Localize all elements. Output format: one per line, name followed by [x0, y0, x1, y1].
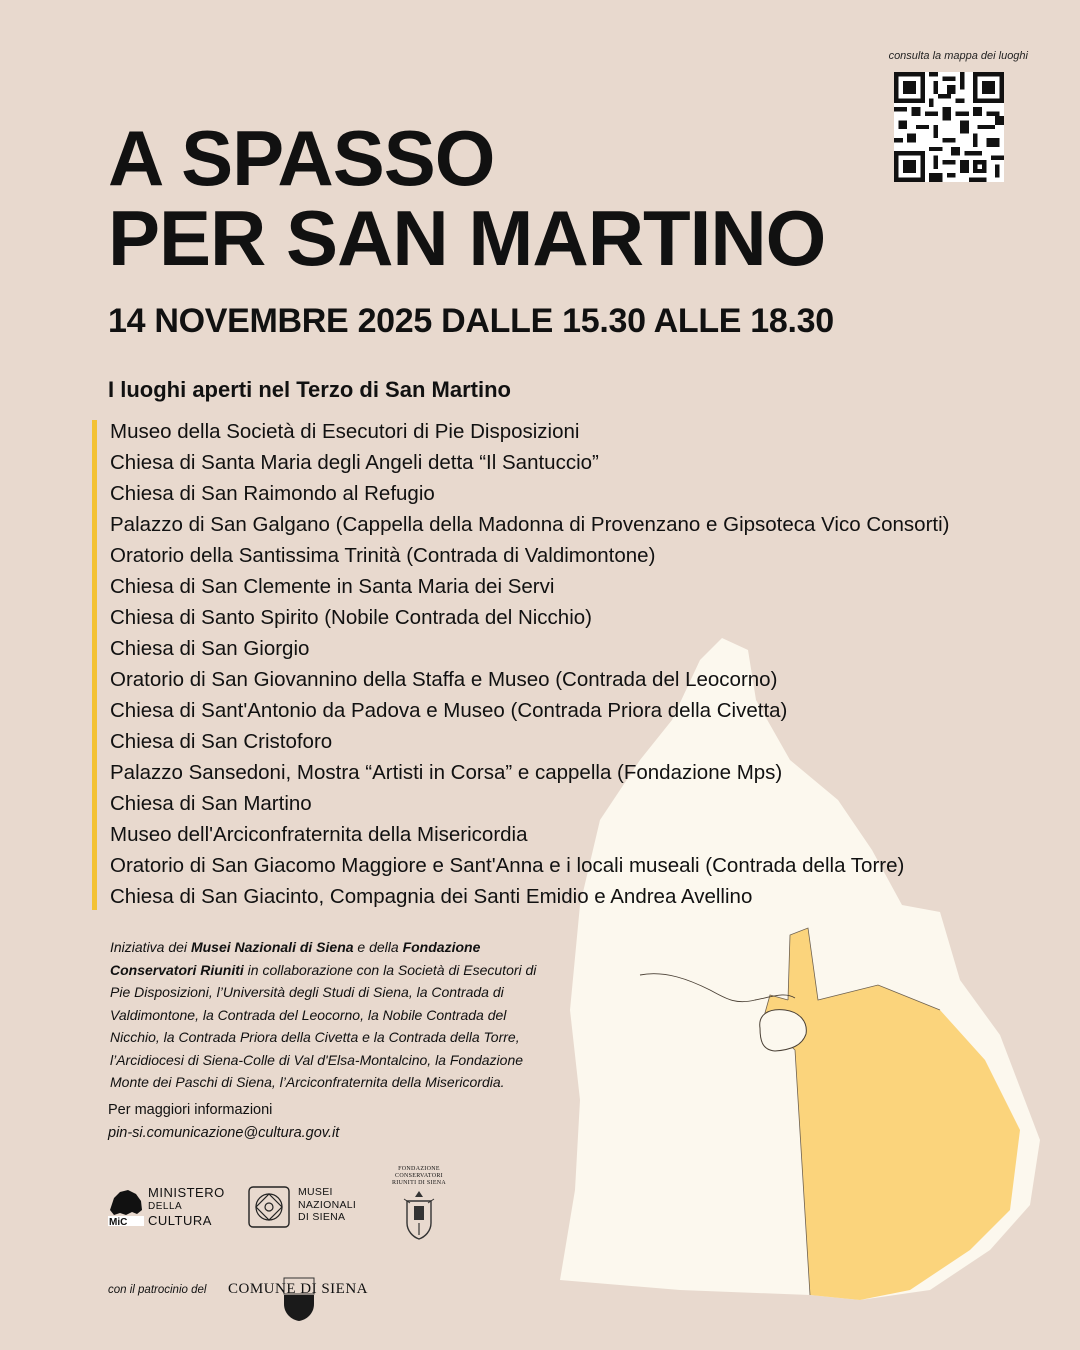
list-heading: I luoghi aperti nel Terzo di San Martino	[108, 377, 511, 402]
accent-bar	[92, 420, 97, 910]
initiative-rest: in collaborazione con la Società di Esecutori di Pie Disposizioni, l’Università degli Studi di Siena, la Contrada di Valdimontone, la Contrada del Leocorno, la Nobile Contrada del Nicchio, la Contrada Priora della Civetta e la Contrada della Torre, l’Arcidiocesi di Siena-Colle di Val d'Elsa-Montalcino, la Fondazione Monte dei Paschi di Siena, l’Arciconfraternita della Misericordia.	[110, 961, 537, 1090]
mic-emblem-icon	[108, 1188, 144, 1226]
musei-nazionali-logo	[248, 1186, 378, 1230]
title-line-1: A SPASSO	[108, 114, 495, 202]
comune-di-siena-logo	[228, 1276, 378, 1324]
qr-code-icon[interactable]	[894, 72, 1004, 182]
crest-icon	[401, 1189, 437, 1241]
list-item: Chiesa di Santo Spirito (Nobile Contrada del Nicchio)	[110, 606, 592, 629]
musei-emblem-icon	[248, 1186, 290, 1228]
list-item: Museo della Società di Esecutori di Pie Disposizioni	[110, 420, 580, 443]
list-item: Chiesa di Santa Maria degli Angeli detta “Il Santuccio”	[110, 451, 599, 474]
list-item: Oratorio di San Giovannino della Staffa e Museo (Contrada del Leocorno)	[110, 668, 778, 691]
qr-caption: consulta la mappa dei luoghi	[888, 50, 1028, 62]
initiative-org-2: Fondazione Conservatori Riuniti	[110, 939, 481, 978]
musei-line-3: DI SIENA	[298, 1211, 346, 1223]
fondazione-line-2: CONSERVATORI	[395, 1173, 443, 1179]
list-item: Oratorio della Santissima Trinità (Contrada di Valdimontone)	[110, 544, 656, 567]
fondazione-conservatori-logo	[388, 1166, 450, 1248]
list-item: Chiesa di San Raimondo al Refugio	[110, 482, 435, 505]
page-title	[108, 114, 826, 282]
list-item: Oratorio di San Giacomo Maggiore e Sant'Anna e i locali museali (Contrada della Torre)	[110, 854, 905, 877]
initiative-intro: Iniziativa dei	[110, 939, 191, 955]
info-email-link[interactable]: pin-si.comunicazione@cultura.gov.it	[108, 1125, 340, 1141]
list-item: Chiesa di San Martino	[110, 792, 312, 815]
list-item: Chiesa di San Clemente in Santa Maria dei Servi	[110, 575, 555, 598]
ministero-line-2: DELLA	[148, 1201, 183, 1212]
ministero-line-1: MINISTERO	[148, 1185, 225, 1200]
list-item: Chiesa di Sant'Antonio da Padova e Museo (Contrada Priora della Civetta)	[110, 699, 788, 722]
patronage-label: con il patrocinio del	[108, 1284, 207, 1296]
ministero-cultura-logo	[108, 1186, 238, 1230]
ministero-text	[148, 1186, 225, 1228]
ministero-line-3: CULTURA	[148, 1213, 212, 1228]
musei-text	[298, 1186, 356, 1224]
initiative-text	[110, 936, 550, 1094]
list-item: Chiesa di San Giorgio	[110, 637, 310, 660]
musei-line-2: NAZIONALI	[298, 1198, 357, 1211]
list-item: Chiesa di San Giacinto, Compagnia dei Santi Emidio e Andrea Avellino	[110, 885, 753, 908]
title-line-2: PER SAN MARTINO	[108, 194, 826, 282]
fondazione-line-1: FONDAZIONE	[398, 1166, 440, 1172]
info-label: Per maggiori informazioni	[108, 1102, 273, 1118]
event-date: 14 NOVEMBRE 2025 DALLE 15.30 ALLE 18.30	[108, 302, 834, 340]
places-list	[110, 416, 950, 912]
musei-line-1: MUSEI	[298, 1186, 333, 1198]
comune-text: COMUNE DI SIENA	[228, 1281, 368, 1297]
mic-mark-text: MiC	[109, 1217, 128, 1226]
list-item: Museo dell'Arciconfraternita della Misericordia	[110, 823, 528, 846]
initiative-org-1: Musei Nazionali di Siena	[190, 939, 354, 955]
list-item: Palazzo Sansedoni, Mostra “Artisti in Corsa” e cappella (Fondazione Mps)	[110, 761, 783, 784]
initiative-mid: e della	[353, 939, 403, 955]
fondazione-line-3: RIUNITI DI SIENA	[391, 1180, 447, 1186]
list-item: Palazzo di San Galgano (Cappella della Madonna di Provenzano e Gipsoteca Vico Consorti)	[110, 513, 950, 536]
list-item: Chiesa di San Cristoforo	[110, 730, 333, 753]
